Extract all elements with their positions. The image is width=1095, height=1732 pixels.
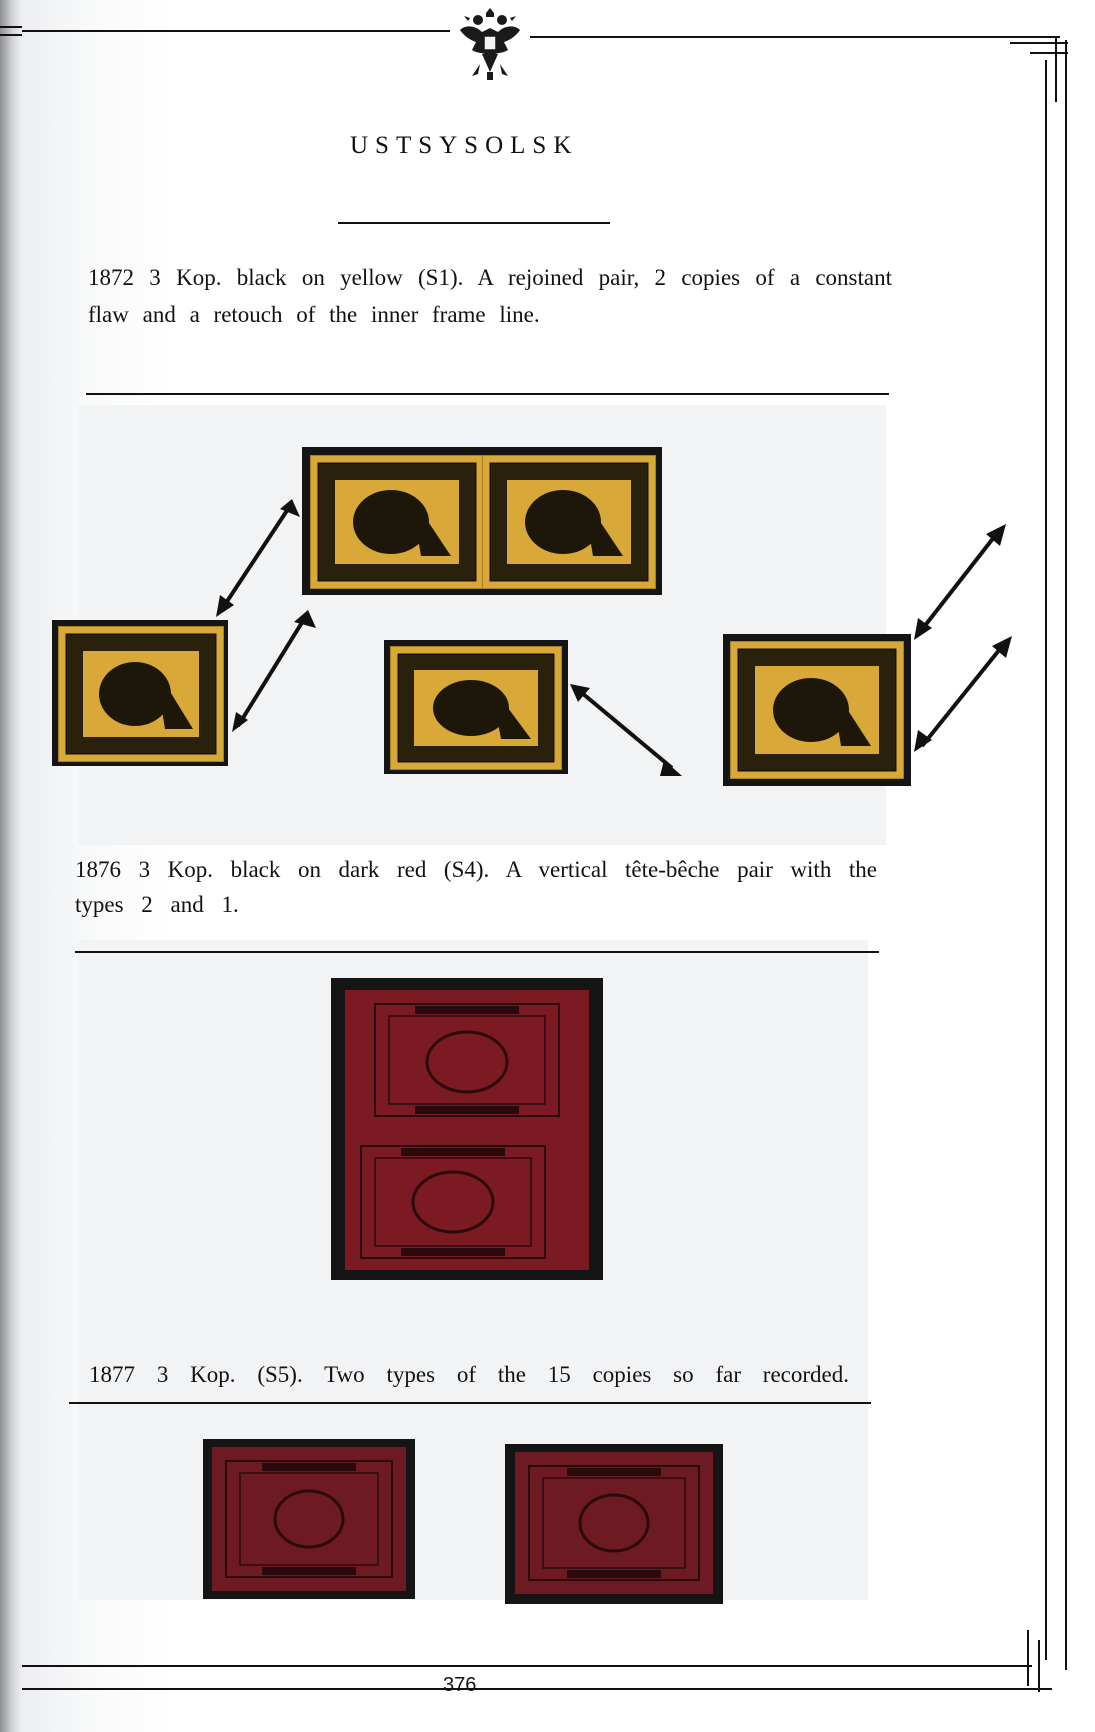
header-rule-left — [22, 30, 450, 32]
section-2-rule — [75, 951, 879, 953]
stamp-red-type-1 — [212, 1447, 406, 1591]
page-number: 376 — [443, 1674, 477, 1696]
frame-right-outer — [1065, 40, 1067, 1670]
stamp-red-type-2 — [515, 1452, 713, 1594]
stamp-yellow-pair-left — [310, 455, 484, 589]
arrow-icon-1 — [210, 495, 300, 620]
section-3-caption: 1877 3 Kop. (S5). Two types of the 15 copies so far recorded. — [89, 1362, 849, 1387]
title-underline — [338, 222, 610, 224]
double-headed-eagle-icon — [456, 6, 524, 82]
arrow-icon-3 — [568, 682, 686, 778]
left-corner-mark — [0, 26, 22, 28]
section-1-caption-line-2: flaw and a retouch of the inner frame line. — [88, 302, 540, 327]
stamp-red-tete-beche-top — [345, 990, 589, 1130]
stamp-yellow-single-left — [58, 626, 224, 762]
section-2-caption-line-1: 1876 3 Kop. black on dark red (S4). A vertical tête-bêche pair with the — [75, 857, 877, 882]
footer-rule-outer — [22, 1665, 1032, 1667]
book-spine-shadow — [0, 0, 22, 1732]
section-1-rule — [86, 393, 889, 395]
frame-top-corner-2 — [1030, 52, 1068, 54]
frame-top-tick — [1055, 36, 1057, 102]
arrow-icon-5 — [910, 634, 1014, 754]
footer-corner-tick-2 — [1038, 1640, 1040, 1692]
stamp-yellow-single-right — [730, 641, 904, 779]
page-title: USTSYSOLSK — [350, 132, 579, 159]
left-corner-mark-2 — [0, 34, 22, 36]
stamp-yellow-single-center — [390, 646, 562, 770]
footer-corner-tick — [1027, 1630, 1029, 1686]
stamp-yellow-pair-right — [482, 455, 656, 589]
arrow-icon-4 — [910, 522, 1010, 642]
frame-right-inner — [1045, 60, 1047, 1660]
section-2-caption-line-2: types 2 and 1. — [75, 892, 239, 917]
frame-top-corner — [1010, 42, 1068, 44]
section-3-rule — [69, 1402, 871, 1404]
header-rule-right — [530, 36, 1060, 38]
stamp-red-tete-beche-bottom — [345, 1130, 589, 1270]
section-1-caption-line-1: 1872 3 Kop. black on yellow (S1). A rejoined pair, 2 copies of a constant — [88, 265, 892, 290]
footer-rule-inner — [22, 1688, 1052, 1690]
arrow-icon-2 — [228, 608, 316, 733]
